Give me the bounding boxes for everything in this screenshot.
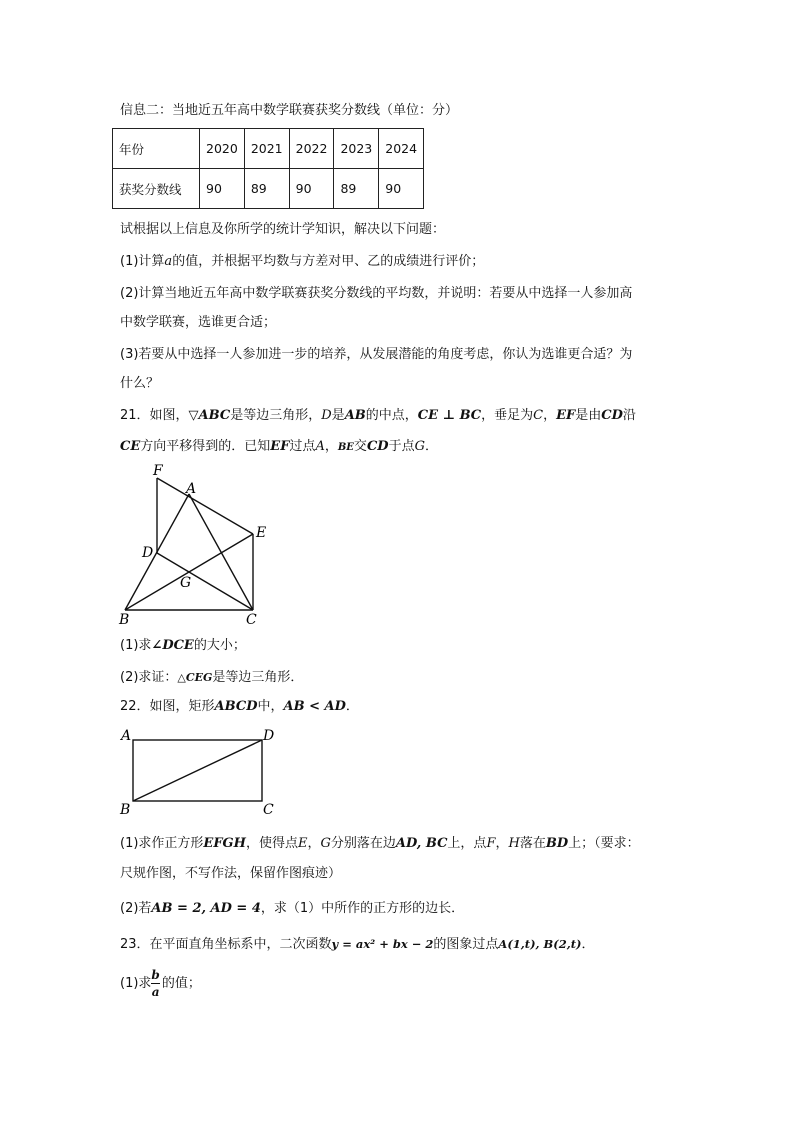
q20-part3-line1: (3)若要从中选择一人参加进一步的培养，从发展潜能的角度考虑，你认为选谁更合适？为 <box>120 347 633 362</box>
math-fraction <box>151 968 159 999</box>
text: 方向平移得到的．已知 <box>140 439 271 454</box>
text: 的大小； <box>193 638 246 653</box>
table-cell: 90 <box>379 169 424 209</box>
table-header-score: 获奖分数线 <box>113 169 200 209</box>
text: 交 <box>353 439 367 454</box>
label-d: D <box>142 545 154 561</box>
math-rect: ABCD <box>214 699 258 714</box>
q21-part1 <box>120 637 246 655</box>
table-cell: 2022 <box>289 129 334 169</box>
math-point: H <box>508 836 520 851</box>
table-cell: 2020 <box>200 129 245 169</box>
label-g: G <box>180 575 192 591</box>
label-a: A <box>186 481 197 497</box>
label-e: E <box>256 525 267 541</box>
text: 是等边三角形． <box>212 670 304 685</box>
math-point: F <box>486 836 496 851</box>
text: 分别落在边 <box>330 836 396 851</box>
label-d: D <box>263 728 275 744</box>
math-seg: AB <box>344 408 366 423</box>
text: (2)若 <box>120 901 152 916</box>
q20-part1 <box>120 253 484 271</box>
text: 是等边三角形， <box>230 408 322 423</box>
text: (2)求证： <box>120 670 178 685</box>
table-cell: 2023 <box>334 129 379 169</box>
math-point: E <box>297 836 308 851</box>
text: 沿 <box>622 408 636 423</box>
text: ， <box>324 439 338 454</box>
q21-stem-line1 <box>120 407 636 425</box>
text: 21．如图， <box>120 408 189 423</box>
text: ， <box>543 408 557 423</box>
table-cell: 2021 <box>244 129 289 169</box>
text: 的图象过点 <box>433 937 499 952</box>
text: (1)求作正方形 <box>120 836 204 851</box>
text: (1)求 <box>120 638 152 653</box>
label-f: F <box>153 463 163 479</box>
table-cell: 90 <box>200 169 245 209</box>
q20-part2-line1: (2)计算当地近五年高中数学联赛获奖分数线的平均数，并说明：若要从中选择一人参加高 <box>120 286 633 301</box>
label-a: A <box>121 728 132 744</box>
math-square: EFGH <box>203 836 246 851</box>
math-seg: CD <box>601 408 623 423</box>
score-line-table <box>112 128 424 209</box>
q22-part1-line2: 尺规作图，不写作法，保留作图痕迹） <box>120 866 342 881</box>
label-c: C <box>263 802 274 818</box>
seg-bd <box>133 740 262 801</box>
text: (1)计算 <box>120 254 165 269</box>
frac-denominator: a <box>151 985 160 999</box>
math-point: D <box>321 408 332 423</box>
math-cond: AB < AD <box>283 699 346 714</box>
text: 的中点， <box>365 408 418 423</box>
q22-part2 <box>120 900 464 918</box>
q23-part1 <box>120 968 201 999</box>
math-point: G <box>320 836 331 851</box>
label-b: B <box>119 612 130 628</box>
math-function: y = ax² + bx − 2 <box>331 937 434 951</box>
q22-figure <box>112 724 282 820</box>
text: 23．在平面直角坐标系中，二次函数 <box>120 937 332 952</box>
text: ， <box>307 836 321 851</box>
table-row <box>113 169 424 209</box>
text: (1)求 <box>120 976 152 991</box>
text: ，求（1）中所作的正方形的边长． <box>260 901 465 916</box>
math-cond: AB = 2, AD = 4 <box>151 901 261 916</box>
seg-dc <box>157 553 253 610</box>
math-seg: EF <box>270 439 290 454</box>
math-points: A(1,t), B(2,t) <box>498 937 582 951</box>
math-var-a: a <box>164 254 173 269</box>
text: 过点 <box>289 439 316 454</box>
frac-numerator: b <box>151 968 160 982</box>
math-seg: BE <box>337 442 354 453</box>
text: 上，点 <box>447 836 487 851</box>
q20-part2-line2: 中数学联赛，选谁更合适； <box>120 315 277 330</box>
text: 中， <box>257 699 284 714</box>
table-cell: 2024 <box>379 129 424 169</box>
text: 落在 <box>519 836 546 851</box>
info2-caption: 信息二：当地近五年高中数学联赛获奖分数线（单位：分） <box>120 103 459 118</box>
math-point: C <box>533 408 544 423</box>
q21-figure <box>110 462 280 630</box>
prompt-text: 试根据以上信息及你所学的统计学知识，解决以下问题： <box>120 222 446 237</box>
table-cell: 89 <box>244 169 289 209</box>
text: ，使得点 <box>245 836 298 851</box>
text: ， <box>495 836 509 851</box>
label-b: B <box>120 802 131 818</box>
math-point: A <box>315 439 325 454</box>
math-seg: BD <box>545 836 569 851</box>
table-cell: 90 <box>289 169 334 209</box>
math-angle: ∠DCE <box>151 638 194 653</box>
math-seg: CD <box>366 439 389 454</box>
text: ． <box>345 699 359 714</box>
label-c: C <box>246 612 257 628</box>
table-cell: 89 <box>334 169 379 209</box>
q21-part2 <box>120 669 303 687</box>
text: 于点 <box>388 439 415 454</box>
text: ． <box>424 439 438 454</box>
q20-part3-line2: 什么？ <box>120 376 160 391</box>
math-perp: CE ⊥ BC <box>417 408 482 423</box>
text: 22．如图，矩形 <box>120 699 215 714</box>
frac-bar <box>151 983 159 984</box>
text: ，垂足为 <box>481 408 534 423</box>
text: ． <box>581 937 595 952</box>
math-seg: AD, BC <box>395 836 448 851</box>
table-row <box>113 129 424 169</box>
math-triangle-abc: ▽ABC <box>188 408 231 423</box>
math-seg: EF <box>556 408 576 423</box>
text: 是由 <box>575 408 602 423</box>
q23-stem <box>120 935 595 954</box>
text: 是 <box>331 408 345 423</box>
seg-ac <box>189 494 253 610</box>
q22-stem <box>120 698 359 716</box>
math-point: G <box>414 439 425 454</box>
math-seg: CE <box>120 439 141 454</box>
text: 的值，并根据平均数与方差对甲、乙的成绩进行评价； <box>172 254 485 269</box>
table-header-year: 年份 <box>113 129 200 169</box>
q21-stem-line2 <box>120 438 438 457</box>
math-triangle: △CEG <box>177 671 213 684</box>
text: 上；（要求： <box>568 836 640 851</box>
text: 的值； <box>161 976 201 991</box>
q22-part1-line1 <box>120 835 640 853</box>
